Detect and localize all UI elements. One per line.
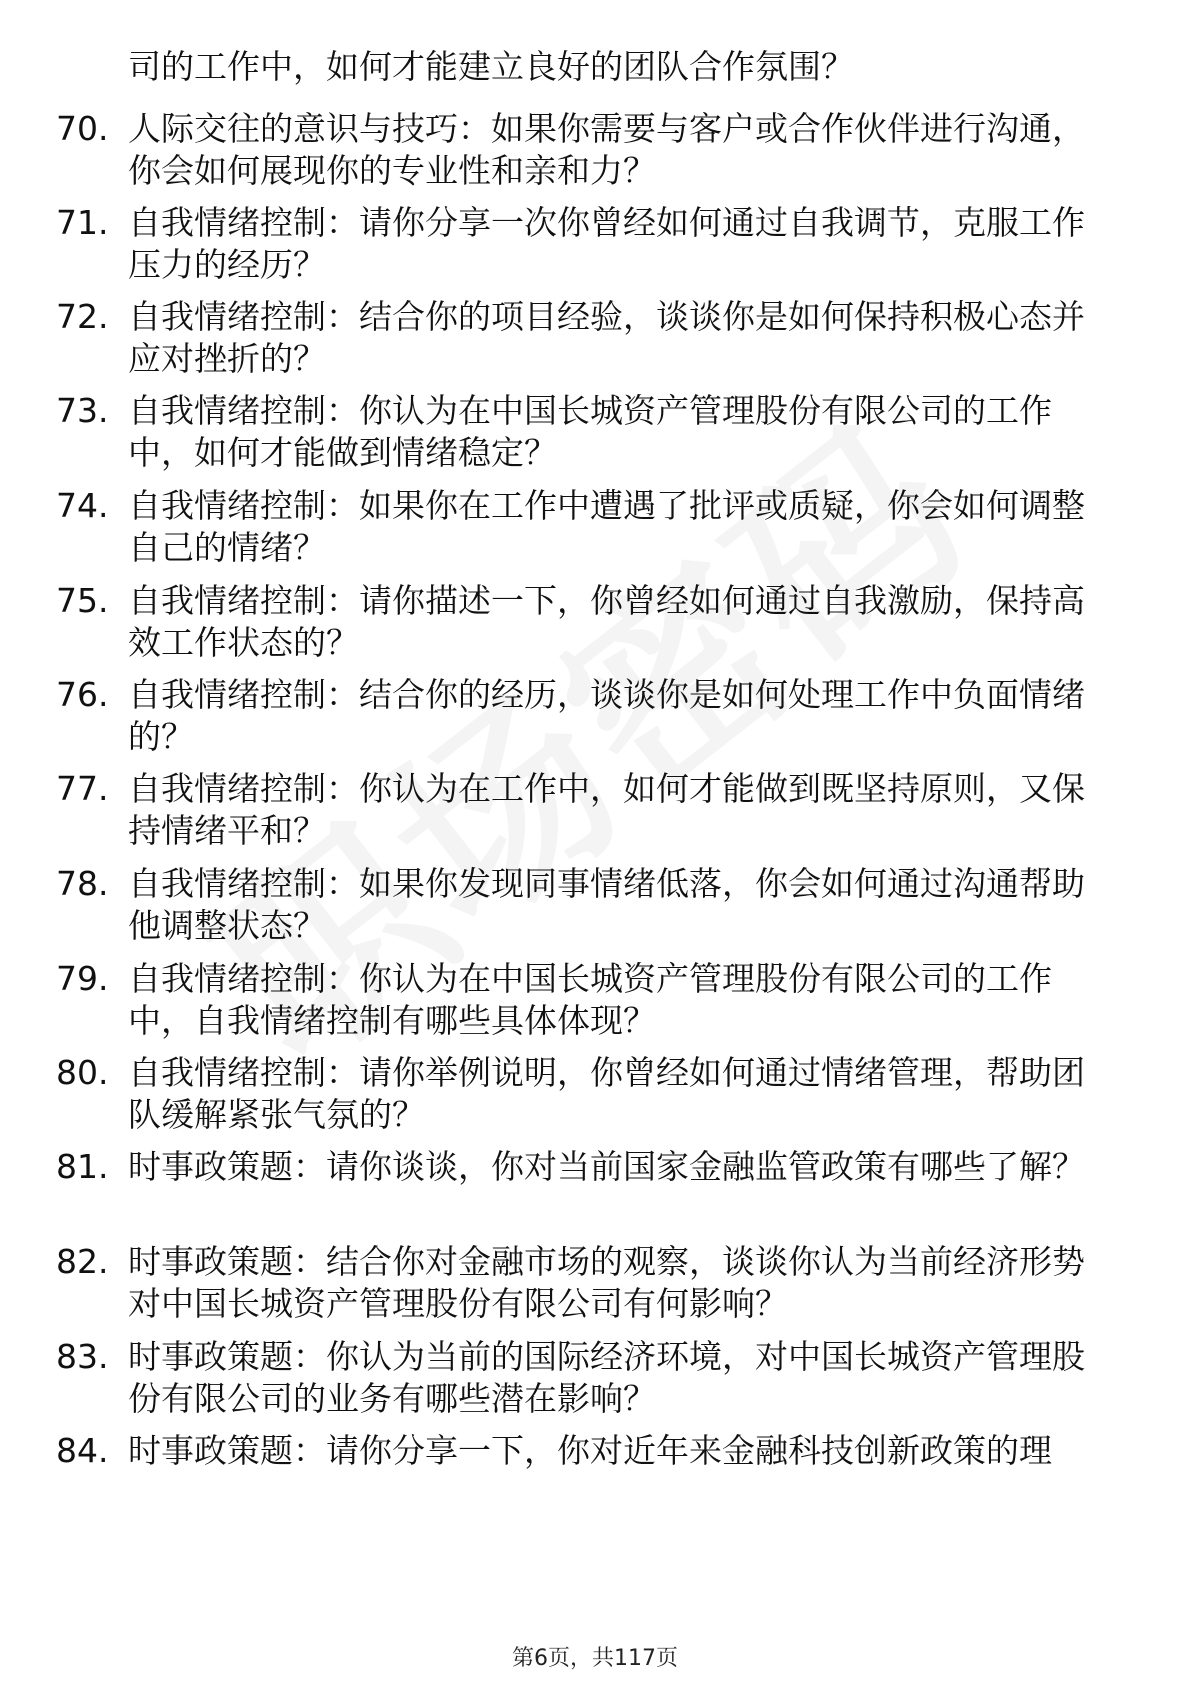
page-footer: 第6页，共117页: [512, 1646, 678, 1671]
item-number: 77.: [56, 769, 109, 808]
item-text: 自我情绪控制：请你举例说明，你曾经如何通过情绪管理，帮助团队缓解紧张气氛的？: [128, 1053, 1085, 1134]
item-number: 73.: [56, 391, 109, 430]
item-text: 人际交往的意识与技巧：如果你需要与客户或合作伙伴进行沟通，你会如何展现你的专业性和亲和力？: [128, 109, 1085, 190]
list-item: [56, 768, 1116, 852]
list-item: [56, 674, 1116, 758]
item-number: 71.: [56, 203, 109, 242]
item-number: 83.: [56, 1337, 109, 1376]
item-number: 84.: [56, 1431, 109, 1470]
list-item: [56, 390, 1116, 474]
list-item: [56, 1430, 1116, 1472]
item-number: 75.: [56, 581, 109, 620]
list-item: [56, 108, 1116, 192]
item-number: 72.: [56, 297, 109, 336]
list-item: [56, 1336, 1116, 1420]
item-text: 自我情绪控制：如果你发现同事情绪低落，你会如何通过沟通帮助他调整状态？: [128, 864, 1085, 945]
list-item: [56, 863, 1116, 947]
item-text: 自我情绪控制：结合你的经历，谈谈你是如何处理工作中负面情绪的？: [128, 675, 1085, 756]
list-item: [56, 958, 1116, 1042]
item-text: 自我情绪控制：你认为在工作中，如何才能做到既坚持原则，又保持情绪平和？: [128, 769, 1085, 850]
list-item: [56, 202, 1116, 286]
item-number: 78.: [56, 864, 109, 903]
item-number: 70.: [56, 109, 109, 148]
item-number: 76.: [56, 675, 109, 714]
list-item: [56, 1241, 1116, 1325]
item-number: 79.: [56, 959, 109, 998]
item-number: 74.: [56, 486, 109, 525]
continuation-text: 司的工作中，如何才能建立良好的团队合作氛围？: [128, 47, 854, 86]
item-text: 自我情绪控制：请你描述一下，你曾经如何通过自我激励，保持高效工作状态的？: [128, 581, 1085, 662]
item-text: 时事政策题：你认为当前的国际经济环境，对中国长城资产管理股份有限公司的业务有哪些潜在影响？: [128, 1337, 1085, 1418]
item-text: 时事政策题：结合你对金融市场的观察，谈谈你认为当前经济形势对中国长城资产管理股份有限公司有何影响？: [128, 1242, 1085, 1323]
item-text: 自我情绪控制：结合你的项目经验，谈谈你是如何保持积极心态并应对挫折的？: [128, 297, 1085, 378]
list-item: [56, 580, 1116, 664]
item-text: 自我情绪控制：请你分享一次你曾经如何通过自我调节，克服工作压力的经历？: [128, 203, 1085, 284]
item-number: 80.: [56, 1053, 109, 1092]
item-number: 82.: [56, 1242, 109, 1281]
list-item: [56, 1146, 1116, 1188]
list-item: [56, 1052, 1116, 1136]
item-text: 自我情绪控制：如果你在工作中遭遇了批评或质疑，你会如何调整自己的情绪？: [128, 486, 1085, 567]
list-item: [56, 485, 1116, 569]
item-text: 自我情绪控制：你认为在中国长城资产管理股份有限公司的工作中，自我情绪控制有哪些具体体现？: [128, 959, 1052, 1040]
item-text: 自我情绪控制：你认为在中国长城资产管理股份有限公司的工作中，如何才能做到情绪稳定？: [128, 391, 1052, 472]
item-text: 时事政策题：请你谈谈，你对当前国家金融监管政策有哪些了解？: [128, 1147, 1085, 1186]
list-item: [56, 296, 1116, 380]
item-number: 81.: [56, 1147, 109, 1186]
item-text: 时事政策题：请你分享一下，你对近年来金融科技创新政策的理: [128, 1431, 1052, 1470]
